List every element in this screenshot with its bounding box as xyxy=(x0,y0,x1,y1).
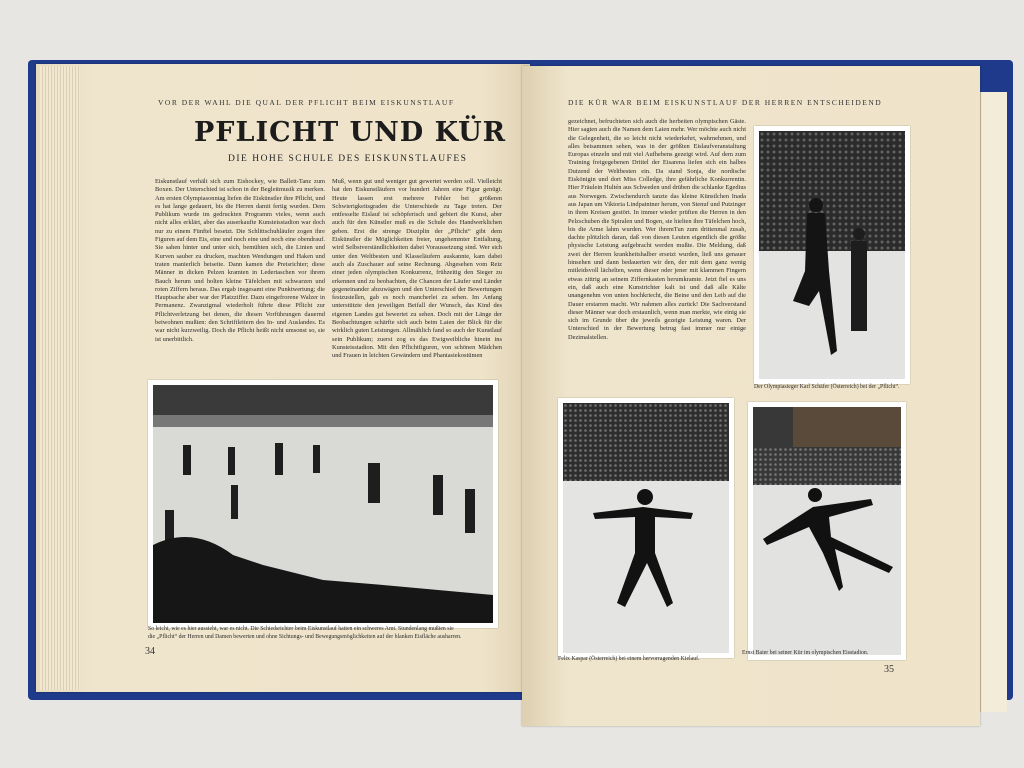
left-caption-line-1: So leicht, wie es hier aussieht, war es nicht. Die Schiedsrichter beim Eiskunstlauf hatten ein schweres Amt. Stundenlang mußten sie xyxy=(148,626,454,632)
left-running-head: VOR DER WAHL DIE QUAL DER PFLICHT BEIM EISKUNSTLAUF xyxy=(158,98,455,107)
karl-schaefer-caption: Der Olympiasieger Karl Schäfer (Österreich) bei der „Pflicht“. xyxy=(754,384,900,390)
page-block-edge xyxy=(980,92,1007,712)
ernst-baier-image xyxy=(753,407,901,655)
felix-kaspar-photo xyxy=(558,398,734,658)
judges-photo-image xyxy=(153,385,493,623)
left-text-column-1: Eiskunstlauf verhält sich zum Eishockey, wie Ballett-Tanz zum Boxen. Der Unterschied ist schon in der Begleitmusik zu merken. Am ersten Olympiasonntag liefen die Eiskünstler ihre Pflicht, und es hat lange gedauert, bis die Herren damit fertig wurden. Dem Publikum wurde im gedruckten Programm vieles, wenn auch nicht alles erklärt, aber das auserkaufte Kunsteisstadion war doch nur zu einem Fünftel besetzt. Die Schlittschuhläufer zogen ihre Figuren auf dem Eis, eine und noch eine und noch eine obendrauf. Sie sahen hinter und unter sich, bemühten sich, die Linien und Kurven sauber zu drucken, machten Wendungen und Haken und traten manierlich beiseite. Dann kamen die Preisrichter; diese Männer in dicken Pelzen kramten in Ledertaschen vor ihrem Bauch herum und holten kleine Täfelchen mit schwarzen und roten Ziffern heraus. Das ergab insgesamt eine Punktwertung; die Hauptsache aber war der Platzziffer. Dazu eingefrorene Walzer in Permanenz. Zwanzigmal wiederholt führte diese Pflicht zur Pflichtverletzung bei denen, die diesen Vorführungen dauernd beiwohnen mußten: den Schriftleitern des In- und Auslandes. Es war nicht kurzweilig. Doch die Pflicht heißt nicht umsonst so, sie ist unerbittlich. xyxy=(155,178,325,343)
ernst-baier-caption: Ernst Baier bei seiner Kür im olympischen Eisstadion. xyxy=(742,650,869,656)
left-caption-line-2: die „Pflicht“ der Herren und Damen bewerten und ohne Sichtungs- und Bewegungsmöglichkeiten auf der blanken Eisfläche ausharren. xyxy=(148,634,462,640)
right-running-head: DIE KÜR WAR BEIM EISKUNSTLAUF DER HERREN ENTSCHEIDEND xyxy=(568,98,883,107)
felix-kaspar-image xyxy=(563,403,729,653)
karl-schaefer-image xyxy=(759,131,905,379)
left-text-column-2: Muß, wenn gut und weniger gut gewertet werden soll. Vielleicht hat den Eiskunstläufern vor hundert Jahren eine Figur genügt. Heute lassen erst mehrere Fehler bei größeren Schwierigkeitsgraden die Unterschiede zu Tage treten. Der entfesselte Eislauf ist schöpferisch und gebiert die Kunst, aber auch für den Künstler muß es die Schule des Handwerklichen geben. Erst die strenge Disziplin der „Pflicht“ gibt dem Eiskünstler die Möglichkeiten freier, ungehemmter Entfaltung, wird Selbstverständlichkeiten dabei Voraussetzung sind. Wer sich unter den Weltbesten und Klasseläufern auskannte, kam dabei auch als Zuschauer auf seine Rechnung. Abgesehen vom Reiz einer jeden olympischen Konkurrenz, frühzeitig den Sieger zu erkennen und zu beobachten, die Chancen der Läufer und Länder gegeneinander abzuwägen und den Unterschied der Bewertungen festzustellen, gab es noch mancherlei zu sehen. Im Anfang unterstützte den jeweiligen Beifall der Wunsch, das Kind des eigenen Landes gut bewertet zu sehen. Doch mit der Länge der Beobachtungen schärfte sich auch beim Laien der Blick für die wirklich guten Leistungen. Allmählich fand so auch der Kunstlauf sein Publikum; zuerst zog es das Ewigweibliche hinein ins Kunsteisstadion. Mit den Pflichtfiguren, von schönen Mädchen und Frauen in leichten Gewändern und Phantasiekostümen xyxy=(332,178,502,360)
page-leaves xyxy=(40,66,80,690)
page-subtitle: DIE HOHE SCHULE DES EISKUNSTLAUFES xyxy=(228,154,468,164)
left-page-number: 34 xyxy=(145,646,155,657)
judges-on-ice-photo xyxy=(148,380,498,628)
karl-schaefer-photo xyxy=(754,126,910,384)
right-text-column: gezeichnet, befruchteten sich auch die herbeiten olympischen Gäste. Hier sagten auch die Namen dem Laien mehr. Wer möchte auch nicht die Gelegenheit, die so leicht nicht wiederkehrt, wahrnehmen, und alles beisammen sehen, was in der größten Eislaufveranstaltung Europas einzeln und mit viel Aufhebens gezeigt wird. Auf dem zum Training freigegebenen Drittel der Eisarena liefen sich ein halbes Dutzend der Weltbesten ein. Da stand Sonja, die nordische Eiskönigin und dort Miss Colledge, ihre gefährliche Konkurrentin. Hier Fräulein Hultén aus Schweden und drüben die schlanke Egedius aus Norwegen. Zwischendurch tanzte das kleine Künstlchen Inada aus Japan um Viktoria Lindpaintner herum, von Stenuf und Putzinger in ihren Kreisen gestört. In immer wieder prüften die Herren in den Pelzschuben die Spiralen und Bogen, sie hielten ihre Täfelchen hoch, bis die Arme lahm wurden. Wer ihremTun zum drittenmal zusah, dachte plötzlich daran, daß von diesen Leuten eigentlich die größte physische Leistung aufgebracht werden mußte. Die Meldung, daß zwei der Herren krankheitshalber ersetzt wurden, ließ uns genauer hinsehen und dann bedauerten wir den, der mit dem ganz wenig mitleidsvoll lächelten, wenn dieser oder jener mit klammen Fingern etwas zittrig an seinem Ziffernkasten herumkramte. Jetzt fiel es uns ein, daß auch eine Kunstrichter kalt ist und daß alle Kälte unangenehm von unten hochkriecht, die Beine und den Leib auf die Dauer erstarren macht. Wir nahmen alles zurück! Die Sachverstand dieser Männer war doch erstaunlich, wenn man merkte, wie einig sie sich im Grunde über die jeweils gezeigte Leistung waren. Der Unterschied in der Bewertung betrug fast immer nur einige Dezimalstellen. xyxy=(568,118,746,341)
right-page-number: 35 xyxy=(884,664,894,675)
ernst-baier-photo xyxy=(748,402,906,660)
felix-kaspar-caption: Felix Kaspar (Österreich) bei einem hervorragenden Kielauf. xyxy=(558,656,700,662)
page-title: PFLICHT UND KÜR xyxy=(194,117,507,148)
